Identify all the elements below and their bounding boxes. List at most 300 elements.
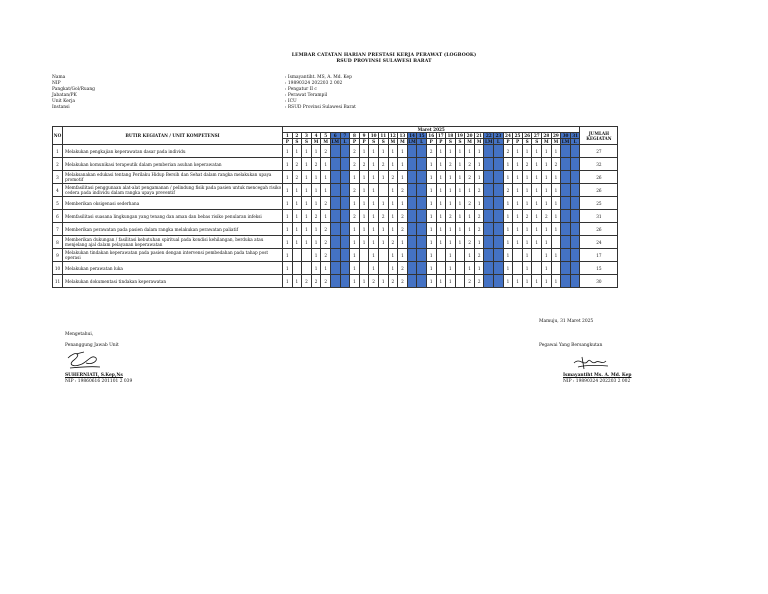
day-count: 2 [292,158,302,171]
day-count: 1 [398,249,408,262]
day-count: 1 [551,145,561,158]
day-count [484,262,494,275]
employee-nip: NIP : 19890324 202203 2 002 [563,379,631,384]
day-header: 17 [437,133,444,138]
day-count [436,249,446,262]
day-header: 8 [350,133,360,139]
day-count [494,262,504,275]
day-count [292,249,302,262]
day-count [494,210,504,223]
day-count: 1 [378,171,388,184]
day-count: 1 [302,210,312,223]
row-number: 8 [53,236,63,249]
day-count: 1 [426,184,436,197]
place-date: Mamuju, 31 Maret 2025 [539,319,594,324]
day-count: 1 [446,236,456,249]
day-count [484,184,494,197]
day-count: 1 [321,210,331,223]
day-count: 1 [436,223,446,236]
day-count [330,158,340,171]
shift-header: P [426,139,436,145]
day-count: 1 [369,249,379,262]
day-count: 2 [522,158,532,171]
info-label: Pangkat/Gol/Ruang [52,87,95,92]
day-header: 26 [524,133,531,138]
row-total: 30 [580,275,618,288]
day-count: 1 [474,171,484,184]
shift-header: S [532,139,542,145]
day-count [330,197,340,210]
day-count: 2 [321,236,331,249]
table-row [53,197,618,210]
day-count [340,210,350,223]
shift-header: S [302,139,312,145]
day-count: 1 [513,236,523,249]
day-header: 25 [514,133,521,138]
day-count: 2 [350,210,360,223]
day-count [330,184,340,197]
day-count [484,145,494,158]
day-count [417,171,427,184]
day-count: 1 [513,158,523,171]
row-total: 32 [580,158,618,171]
table-row [53,158,618,171]
day-count: 1 [465,145,475,158]
day-count: 1 [350,171,360,184]
day-count: 1 [369,210,379,223]
day-count: 1 [542,158,552,171]
day-count: 1 [503,249,513,262]
day-header: 13 [399,133,406,138]
day-count [561,223,571,236]
approver-role: Penanggung Jawab Unit [65,343,119,348]
day-count: 1 [350,249,360,262]
day-count: 1 [283,275,293,288]
day-count: 1 [311,197,321,210]
day-count: 1 [522,249,532,262]
day-count: 1 [283,223,293,236]
row-number: 9 [53,249,63,262]
day-header: 19 [457,133,463,138]
activity-name: Memberikan dukungan / fasilitasi kebutuhan spiritual pada kondisi kehilangan, berduka atau menjelang ajal dalam pelayanan keperawatan [63,236,283,249]
day-count: 1 [446,184,456,197]
day-count: 1 [359,275,369,288]
activity-name: Memberikan oksigenasi sederhana [63,197,283,210]
day-count: 1 [292,197,302,210]
day-count: 1 [369,197,379,210]
day-count [407,184,417,197]
day-count [484,210,494,223]
shift-header: S [292,139,302,145]
day-count [407,197,417,210]
day-header: 27 [533,133,540,138]
day-count: 1 [426,158,436,171]
day-count [340,223,350,236]
day-count [494,171,504,184]
info-value: : RSUD Provinsi Sulawesi Barat [285,105,356,110]
day-count: 1 [436,184,446,197]
table-row [53,275,618,288]
day-count [340,249,350,262]
shift-header: S [522,139,532,145]
day-count: 1 [292,236,302,249]
day-count: 1 [302,223,312,236]
day-header: 3 [302,133,312,139]
day-count [484,158,494,171]
row-total: 31 [580,210,618,223]
day-count: 1 [436,236,446,249]
day-count [417,223,427,236]
day-count: 2 [398,184,408,197]
shift-header: M [465,139,475,145]
day-count: 2 [474,223,484,236]
shift-header: M [311,139,321,145]
day-count: 1 [398,158,408,171]
day-count: 2 [474,275,484,288]
day-count: 2 [465,197,475,210]
day-count: 1 [465,262,475,275]
activity-name: Melakukan tindakan keperawatan pada pasien dengan intervensi pembedahan pada tahap post operasi [63,249,283,262]
shift-header: L [494,139,504,145]
day-count: 1 [522,223,532,236]
day-header: 5 [321,133,331,139]
day-count: 1 [474,236,484,249]
day-count [561,197,571,210]
day-count: 1 [369,145,379,158]
day-count: 2 [321,275,331,288]
day-count: 1 [378,275,388,288]
day-count [407,275,417,288]
day-count: 1 [436,197,446,210]
day-count: 2 [359,158,369,171]
row-total: 26 [580,223,618,236]
day-count [417,145,427,158]
day-count: 1 [359,197,369,210]
day-count: 1 [359,184,369,197]
shift-header: S [369,139,379,145]
day-count: 1 [426,223,436,236]
day-count [417,236,427,249]
day-count [340,236,350,249]
day-count: 1 [532,236,542,249]
shift-header: L [417,139,427,145]
day-count: 1 [321,184,331,197]
day-count [292,262,302,275]
row-number: 5 [53,197,63,210]
day-count: 1 [388,197,398,210]
day-header: 22 [485,133,492,138]
day-count [407,223,417,236]
shift-header: LM [484,139,493,144]
day-count: 1 [455,158,465,171]
day-count [417,275,427,288]
activity-name: Memfasilitasi suasana lingkungan yang tenang dan aman dan bebas risiko penularan infeksi [63,210,283,223]
logbook-table [52,126,618,288]
day-count [561,210,571,223]
day-count: 1 [465,249,475,262]
day-count: 1 [426,210,436,223]
day-count: 1 [388,145,398,158]
day-count: 1 [532,275,542,288]
day-count: 1 [359,171,369,184]
info-value: : Pengatur II c [285,87,317,92]
day-count: 1 [503,262,513,275]
day-count [551,262,561,275]
day-count [484,197,494,210]
day-count: 2 [551,158,561,171]
day-count: 1 [283,158,293,171]
day-count: 1 [474,145,484,158]
day-count: 2 [350,184,360,197]
day-count [570,210,580,223]
day-header: 11 [380,133,387,138]
day-count: 1 [350,236,360,249]
day-count: 2 [302,275,312,288]
day-count [570,223,580,236]
day-count [407,210,417,223]
day-count [417,184,427,197]
day-count [494,249,504,262]
day-count: 1 [398,236,408,249]
day-count: 1 [522,236,532,249]
day-count: 2 [388,171,398,184]
day-count [407,171,417,184]
day-count [340,158,350,171]
shift-header: LM [331,139,340,144]
day-count [484,223,494,236]
day-count: 1 [292,184,302,197]
day-count: 2 [474,184,484,197]
day-count: 1 [350,223,360,236]
day-count: 1 [551,184,561,197]
employee-role: Pegawai Yang Bersangkutan [539,343,603,348]
document-subtitle: RSUD PROVINSI SULAWESI BARAT [336,59,432,64]
day-count: 1 [436,158,446,171]
day-count: 1 [359,236,369,249]
day-count: 1 [503,236,513,249]
day-count [330,210,340,223]
info-value: : Perawat Terampil [285,93,328,98]
day-count [417,210,427,223]
day-header: 20 [466,133,473,138]
day-count: 1 [369,158,379,171]
approver-name: SUHERNIATI, S.Kep,Ns [65,373,123,378]
row-number: 1 [53,145,63,158]
day-count: 1 [532,158,542,171]
day-count [436,262,446,275]
day-count: 1 [302,236,312,249]
day-count: 1 [436,275,446,288]
day-count: 1 [503,210,513,223]
day-count: 2 [311,158,321,171]
day-count: 1 [542,223,552,236]
day-count [513,262,523,275]
approver-signature [62,348,106,372]
day-count: 1 [283,184,293,197]
day-count: 1 [474,197,484,210]
info-value: : Ismayantiht. MS, A. Md. Kep [285,75,352,80]
day-count [561,236,571,249]
day-count: 2 [321,223,331,236]
day-count [561,262,571,275]
row-number: 11 [53,275,63,288]
day-count: 1 [532,171,542,184]
day-count: 1 [398,197,408,210]
day-count [378,249,388,262]
day-count [561,275,571,288]
day-count [378,184,388,197]
day-count [417,249,427,262]
shift-header: M [551,139,561,145]
shift-header: LM [408,139,416,144]
day-count: 1 [446,197,456,210]
day-count [417,158,427,171]
day-count [330,275,340,288]
table-row [53,249,618,262]
day-count [407,249,417,262]
info-label: Instansi [52,105,70,110]
shift-header: P [436,139,446,145]
day-count: 1 [311,249,321,262]
day-count [407,158,417,171]
day-count: 2 [465,275,475,288]
day-count [455,249,465,262]
row-number: 6 [53,210,63,223]
day-count: 1 [378,236,388,249]
day-count [378,262,388,275]
employee-signature [572,353,612,371]
day-count: 1 [388,262,398,275]
day-count: 1 [455,236,465,249]
day-count: 1 [378,197,388,210]
day-count: 2 [378,210,388,223]
day-count: 1 [542,262,552,275]
day-count: 1 [446,262,456,275]
row-number: 10 [53,262,63,275]
day-count: 1 [359,210,369,223]
day-count: 1 [369,184,379,197]
day-count [570,158,580,171]
day-count: 1 [522,145,532,158]
day-count: 1 [542,145,552,158]
activity-name: Melakukan pengkajian keperawatan dasar pada individu [63,145,283,158]
day-count: 1 [292,275,302,288]
day-count: 1 [369,236,379,249]
shift-header: M [474,139,484,145]
day-count [494,275,504,288]
day-count: 2 [465,236,475,249]
shift-header: P [350,139,360,145]
day-count: 1 [426,197,436,210]
row-number: 4 [53,184,63,197]
row-total: 26 [580,184,618,197]
day-count: 1 [465,223,475,236]
day-count: 1 [551,210,561,223]
day-count: 2 [398,262,408,275]
employee-name: Ismayantiht Ms. A. Md. Kep [563,373,632,378]
day-count: 1 [350,262,360,275]
day-count: 2 [378,158,388,171]
day-count: 1 [302,184,312,197]
day-count [359,249,369,262]
day-count: 1 [513,184,523,197]
day-count: 1 [283,210,293,223]
day-count: 1 [455,171,465,184]
day-count: 1 [302,171,312,184]
day-count: 2 [542,210,552,223]
day-count: 1 [426,262,436,275]
day-count: 1 [542,171,552,184]
info-label: NIP [52,81,61,86]
day-count [532,249,542,262]
day-count [484,236,494,249]
day-count: 1 [388,210,398,223]
day-header: 4 [311,133,321,139]
day-count [561,249,571,262]
day-count: 1 [513,197,523,210]
shift-header: LM [561,139,570,144]
day-count: 1 [311,184,321,197]
day-count [330,145,340,158]
day-count: 1 [474,158,484,171]
day-count: 2 [321,145,331,158]
day-count: 1 [551,223,561,236]
day-count: 1 [446,223,456,236]
day-count: 1 [311,236,321,249]
day-header: 21 [476,133,483,138]
day-count [570,275,580,288]
day-header: 6 [330,133,340,139]
day-count: 1 [436,145,446,158]
day-count: 1 [436,210,446,223]
table-row [53,184,618,197]
day-count [494,197,504,210]
table-row [53,171,618,184]
day-count [532,262,542,275]
activity-name: Melakukan dokumentasi tindakan keperawatan [63,275,283,288]
day-header: 7 [340,133,350,139]
col-header-activity: BUTIR KEGIATAN / UNIT KOMPETENSI [63,127,283,145]
day-count: 1 [513,223,523,236]
shift-header: M [388,139,398,145]
day-count: 1 [388,223,398,236]
day-count: 1 [398,145,408,158]
activity-name: Memfasilitasi penggunaan alat-alat pengamanan / pelindung fisik pada pasien untuk mencegah risiko cedera pada individu dalam rangka upaya preventif [63,184,283,197]
day-count: 1 [378,223,388,236]
day-count: 1 [283,197,293,210]
day-count: 1 [321,171,331,184]
day-count [570,184,580,197]
day-count: 1 [455,223,465,236]
day-count [407,262,417,275]
day-count: 2 [321,249,331,262]
day-count [330,249,340,262]
day-count: 1 [311,262,321,275]
day-count: 2 [474,210,484,223]
shift-header: L [340,139,350,145]
day-count: 1 [283,236,293,249]
day-count: 2 [388,275,398,288]
shift-header: P [513,139,523,145]
shift-header: M [321,139,331,145]
document-title: LEMBAR CATATAN HARIAN PRESTASI KERJA PERAWAT (LOGBOOK) [291,53,477,58]
day-count: 1 [311,145,321,158]
day-count [484,275,494,288]
day-count [340,145,350,158]
day-header: 30 [562,133,569,138]
day-count: 1 [542,249,552,262]
day-count [484,171,494,184]
